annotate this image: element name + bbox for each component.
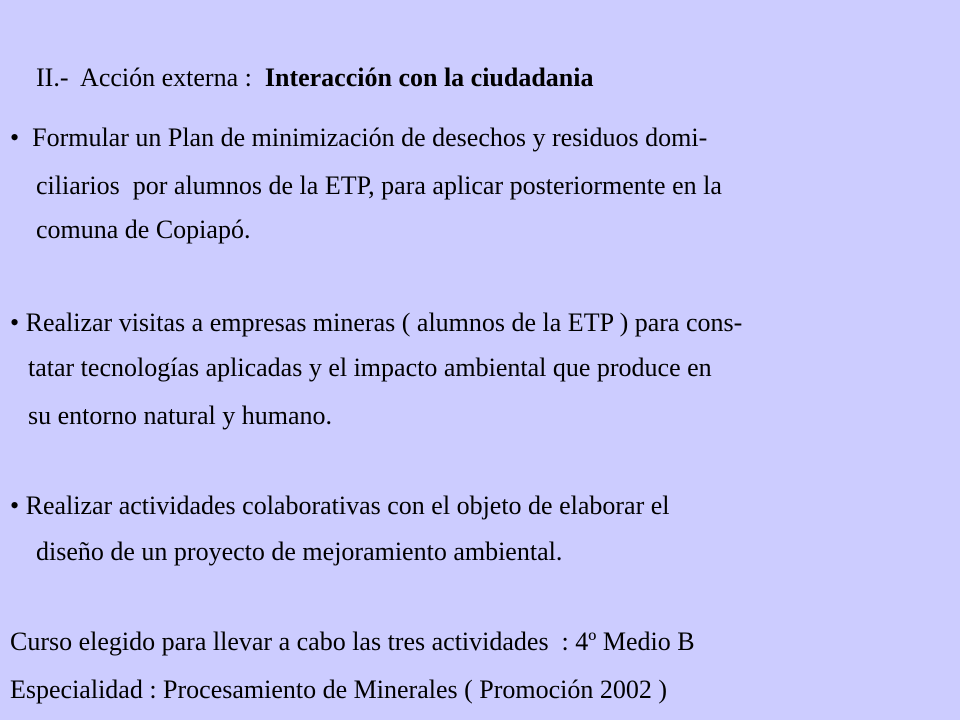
bullet-1-line-2: ciliarios por alumnos de la ETP, para aplicar posteriormente en la bbox=[36, 171, 722, 200]
heading-emphasis: Interacción con la ciudadania bbox=[264, 63, 594, 92]
bullet-1-line-1: • Formular un Plan de minimización de desechos y residuos domi- bbox=[10, 123, 708, 152]
bullet-2-line-2: tatar tecnologías aplicadas y el impacto ambiental que produce en bbox=[28, 353, 712, 382]
specialty-line: Especialidad : Procesamiento de Minerales ( Promoción 2002 ) bbox=[10, 675, 668, 704]
slide-heading bbox=[10, 30, 594, 126]
bullet-3-line-1: • Realizar actividades colaborativas con el objeto de elaborar el bbox=[10, 491, 670, 520]
course-line: Curso elegido para llevar a cabo las tres actividades : 4º Medio B bbox=[10, 627, 695, 656]
bullet-3-line-2: diseño de un proyecto de mejoramiento ambiental. bbox=[36, 537, 563, 566]
bullet-1-line-3: comuna de Copiapó. bbox=[36, 215, 251, 244]
bullet-2-line-3: su entorno natural y humano. bbox=[28, 401, 332, 430]
heading-prefix: II.- Acción externa : bbox=[36, 63, 265, 92]
bullet-2-line-1: • Realizar visitas a empresas mineras ( alumnos de la ETP ) para cons- bbox=[10, 308, 743, 337]
